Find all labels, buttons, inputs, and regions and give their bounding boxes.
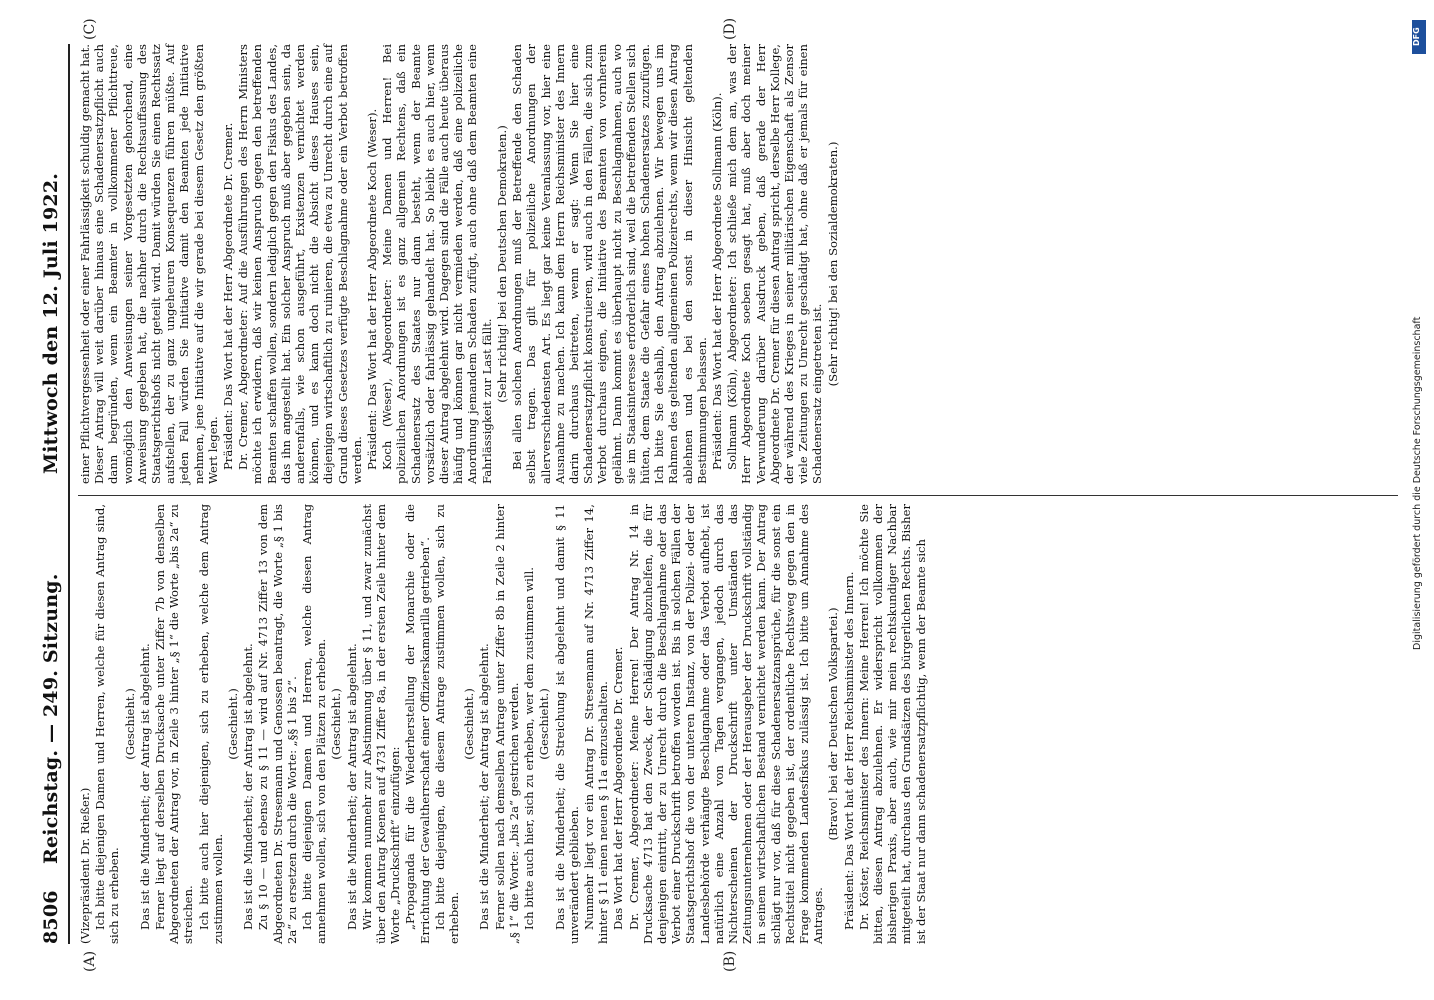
paragraph: Ich bitte diejenigen Damen und Herren, welche diesen Antrag annehmen wollen, sich von den Plätzen zu erheben. bbox=[300, 504, 329, 944]
paragraph: Präsident: Das Wort hat der Herr Abgeordnete Dr. Cremer. bbox=[221, 122, 236, 470]
paragraph: Das ist die Minderheit; der Antrag ist abgelehnt. bbox=[241, 643, 256, 930]
page-number: 8506 bbox=[40, 890, 62, 944]
paragraph: Das ist die Minderheit; der Antrag ist abgelehnt. bbox=[137, 643, 152, 930]
paragraph: Ich bitte auch hier diejenigen, sich zu erheben, welche dem Antrag zustimmen wollen. bbox=[196, 504, 225, 944]
credit-text: Digitalisierung gefördert durch die Deutsche Forschungsgemeinschaft bbox=[1412, 316, 1423, 650]
paragraph: Präsident: Das Wort hat der Herr Abgeordnete Koch (Weser). bbox=[365, 108, 380, 470]
quoted-amendment: „Propaganda für die Wiederherstellung der Monarchie oder die Errichtung der Gewaltherrschaft einer Offizierskamarilla getrieben“. bbox=[403, 504, 432, 944]
stage-direction: (Sehr richtig! bei den Sozialdemokraten.) bbox=[825, 141, 840, 387]
margin-mark-c: (C) bbox=[82, 18, 98, 40]
paragraph: Ferner liegt auf derselben Drucksache unter Ziffer 7b von denselben Abgeordneten der Antrag vor, in Zeile 3 hinter „§ 1“ die Worte „bis 2a“ zu streichen. bbox=[153, 504, 196, 944]
speech: Bei allen solchen Anordnungen muß der Betreffende den Schaden selbst tragen. Das gilt für polizeiliche Anordnungen der allerverschiedensten Art. Es liegt gar keine Veranlassung vor, hier eine Ausnahme zu machen. Ich kann dem Herrn Reichsminister des Innern darin durchaus beitreten, wenn er sagt: Wenn Sie hier eine Schadenersatzpflicht konstruieren, wird auch in den Fällen, die sich zum Verbot durchaus eignen, die Initiative des Beamten von vornherein gelähmt. Dann kommt es überhaupt nicht zu Beschlagnahmen, auch wo sie im Staatsinteresse erforderlich sind, weil die betreffenden Stellen sich hüten, dem Staate die Gefahr eines hohen Schadenersatzes zuzufügen. Ich bitte Sie deshalb, den Antrag abzulehnen. Wir bewegen uns im Rahmen des geltenden allgemeinen Polizeirechts, wenn wir diesen Antrag ablehnen und es bei den sonst in dieser Hinsicht geltenden Bestimmungen belassen. bbox=[510, 44, 709, 484]
dfg-logo: DFG bbox=[1412, 20, 1426, 54]
stage-direction: (Geschieht.) bbox=[329, 688, 344, 760]
paragraph: Ich bitte diejenigen Damen und Herren, welche für diesen Antrag sind, sich zu erheben. bbox=[93, 504, 122, 944]
stage-direction: (Sehr richtig! bei den Deutschen Demokraten.) bbox=[494, 125, 509, 403]
digitization-credit bbox=[1412, 20, 1426, 980]
speech: einer Pflichtvergessenheit oder einer Fahrlässigkeit schuldig gemacht hat. Dieser Antrag will weit darüber hinaus eine Schadenersatzpflicht auch dann begründen, wenn ein Beamter in vollkommener Pflichttreue, womöglich den Anweisungen seiner Vorgesetzten gehorchend, eine Anweisung gegeben hat, die nachher durch die Rechtsauffassung des Staatsgerichtshofs nicht geteilt wird. Damit würden Sie einen Rechtssatz aufstellen, der zu ganz ungeheuren Konsequenzen führen müßte. Auf jeden Fall würden Sie Initiative damit den Beamten jede Initiative nehmen, jene Initiative auf die wir gerade bei diesem Gesetz den größten Wert legen. bbox=[78, 44, 220, 484]
paragraph: Das ist die Minderheit; die Streichung ist abgelehnt und damit § 11 unverändert geblieben. bbox=[552, 504, 581, 944]
speech: Dr. Cremer, Abgeordneter: Meine Herren! Der Antrag Nr. 14 in Drucksache 4713 hat den Zweck, der Schädigung abzuhelfen, die für denjenigen eintritt, der zu Unrecht durch die Beschlagnahme oder das Verbot einer Druckschrift betroffen worden ist. Bis in solchen Fällen der Staatsgerichtshof die von der unteren Instanz, von der Polizei- oder der Landesbehörde verhängte Beschlagnahme oder das Verbot aufhebt, ist natürlich eine Anzahl von Tagen vergangen, jedoch durch das Nichterscheinen der Druckschrift unter Umständen das Zeitungsunternehmen oder der Herausgeber der Druckschrift vollständig in seinem wirtschaftlichen Bestand vernichtet werden kann. Der Antrag schlägt nur vor, daß für diese Schadenersatzansprüche, für die sonst ein Rechtstitel nicht gegeben ist, der ordentliche Rechtsweg gegen den in Frage kommenden Landesfiskus zulässig ist. Ich bitte um Annahme des Antrages. bbox=[626, 504, 826, 944]
paragraph: Wir kommen nunmehr zur Abstimmung über § 11, und zwar zunächst über den Antrag Koenen auf 4731 Ziffer 8a, in der ersten Zeile hinter dem Worte „Druckschrift“ einzufügen: bbox=[359, 504, 403, 944]
speech: Dr. Köster, Reichsminister des Innern: Meine Herren! Ich möchte Sie bitten, diesen Antrag abzulehnen. Er widerspricht vollkommen der bisherigen Praxis, aber auch, wie mir mein rechtskundiger Nachbar mitgeteilt hat, durchaus den Grundsätzen des bürgerlichen Rechts. Bisher ist der Staat nur dann schadenersatzpflichtig, wenn der Beamte sich bbox=[856, 504, 928, 944]
stage-direction: (Geschieht.) bbox=[226, 688, 241, 760]
margin-mark-b: (B) bbox=[722, 950, 738, 972]
stage-direction: (Geschieht.) bbox=[122, 688, 137, 760]
paragraph: Präsident: Das Wort hat der Herr Abgeordnete Sollmann (Köln). bbox=[709, 92, 724, 470]
stage-direction: (Bravo! bei der Deutschen Volkspartei.) bbox=[826, 607, 841, 841]
stage-direction: (Geschieht.) bbox=[537, 688, 552, 760]
paragraph: Nunmehr liegt vor ein Antrag Dr. Stresemann auf Nr. 4713 Ziffer 14, hinter § 11 einen neuen § 11a einzuschalten. bbox=[581, 504, 611, 944]
page-header bbox=[40, 44, 64, 944]
paragraph: Ferner sollen nach demselben Antrage unter Ziffer 8b in Zeile 2 hinter „§ 1“ die Worte: „bis 2a“ gestrichen werden. bbox=[492, 504, 521, 944]
rotated-document-page bbox=[22, 10, 1422, 980]
column-context: (Vizepräsident Dr. Rießer.) bbox=[78, 787, 92, 944]
paragraph: Das Wort hat der Herr Abgeordnete Dr. Cremer. bbox=[611, 646, 626, 930]
header-rule bbox=[68, 44, 70, 944]
stage-direction: (Geschieht.) bbox=[462, 688, 477, 760]
paragraph: Das ist die Minderheit; der Antrag ist abgelehnt. bbox=[477, 643, 492, 930]
column-divider bbox=[78, 495, 1398, 496]
header-right-title: Mittwoch den 12. Juli 1922. bbox=[40, 172, 62, 474]
speech: Koch (Weser), Abgeordneter: Meine Damen und Herren! Bei polizeilichen Anordnungen ist es ganz allgemein Rechtens, daß ein Schadenersatz des Staates nur dann besteht, wenn der Beamte vorsätzlich oder fahrlässig gehandelt hat. So bleibt es auch hier, wenn dieser Antrag abgelehnt wird. Dagegen sind die Fälle auch heute überaus häufig und können gar nicht vermieden werden, daß eine polizeiliche Anordnung jemandem Schaden zufügt, auch ohne daß dem Beamten eine Fahrlässigkeit zur Last fällt. bbox=[380, 44, 494, 484]
paragraph: Ich bitte diejenigen, die diesem Antrage zustimmen wollen, sich zu erheben. bbox=[432, 504, 462, 944]
right-column bbox=[78, 44, 1408, 484]
paragraph: Präsident: Das Wort hat der Herr Reichsminister des Innern. bbox=[841, 571, 856, 930]
left-column bbox=[78, 504, 1408, 944]
paragraph: Ich bitte auch hier, sich zu erheben, wer dem zustimmen will. bbox=[522, 567, 537, 930]
speech: Dr. Cremer, Abgeordneter: Auf die Ausführungen des Herrn Ministers möchte ich erwidern, daß wir keinen Anspruch gegen den betreffenden Beamten schaffen wollen, sondern lediglich gegen den Fiskus des Landes, das ihn angestellt hat. Ein solcher Anspruch muß aber gegeben sein, da anderenfalls, wie schon ausgeführt, Existenzen vernichtet werden können, und es kann doch nicht die Absicht dieses Hauses sein, diejenigen wirtschaftlich zu ruinieren, die etwa zu Unrecht durch eine auf Grund dieses Gesetzes verfügte Beschlagnahme oder ein Verbot betroffen werden. bbox=[236, 44, 364, 484]
paragraph: Das ist die Minderheit; der Antrag ist abgelehnt. bbox=[344, 643, 359, 930]
header-left-title: Reichstag. — 249. Sitzung. bbox=[40, 573, 62, 864]
margin-mark-d: (D) bbox=[722, 17, 738, 40]
speech: Sollmann (Köln), Abgeordneter: Ich schließe mich dem an, was der Herr Abgeordnete Koch soeben gesagt hat, muß aber doch meiner Verwunderung darüber Ausdruck geben, daß gerade der Herr Abgeordnete Dr. Cremer für diesen Antrag spricht, derselbe Herr Kollege, der während des Krieges in seiner militärischen Eigenschaft als Zensor viele Zeitungen zu Unrecht geschädigt hat, ohne daß er jemals für einen Schadenersatz eingetreten ist. bbox=[725, 44, 825, 484]
margin-mark-a: (A) bbox=[82, 950, 98, 972]
paragraph: Zu § 10 — und ebenso zu § 11 — wird auf Nr. 4713 Ziffer 13 von dem Abgeordneten Dr. Stresemann und Genossen beantragt, die Worte „§ 1 bis 2a“ zu ersetzen durch die Worte: „§§ 1 bis 2“. bbox=[256, 504, 299, 944]
